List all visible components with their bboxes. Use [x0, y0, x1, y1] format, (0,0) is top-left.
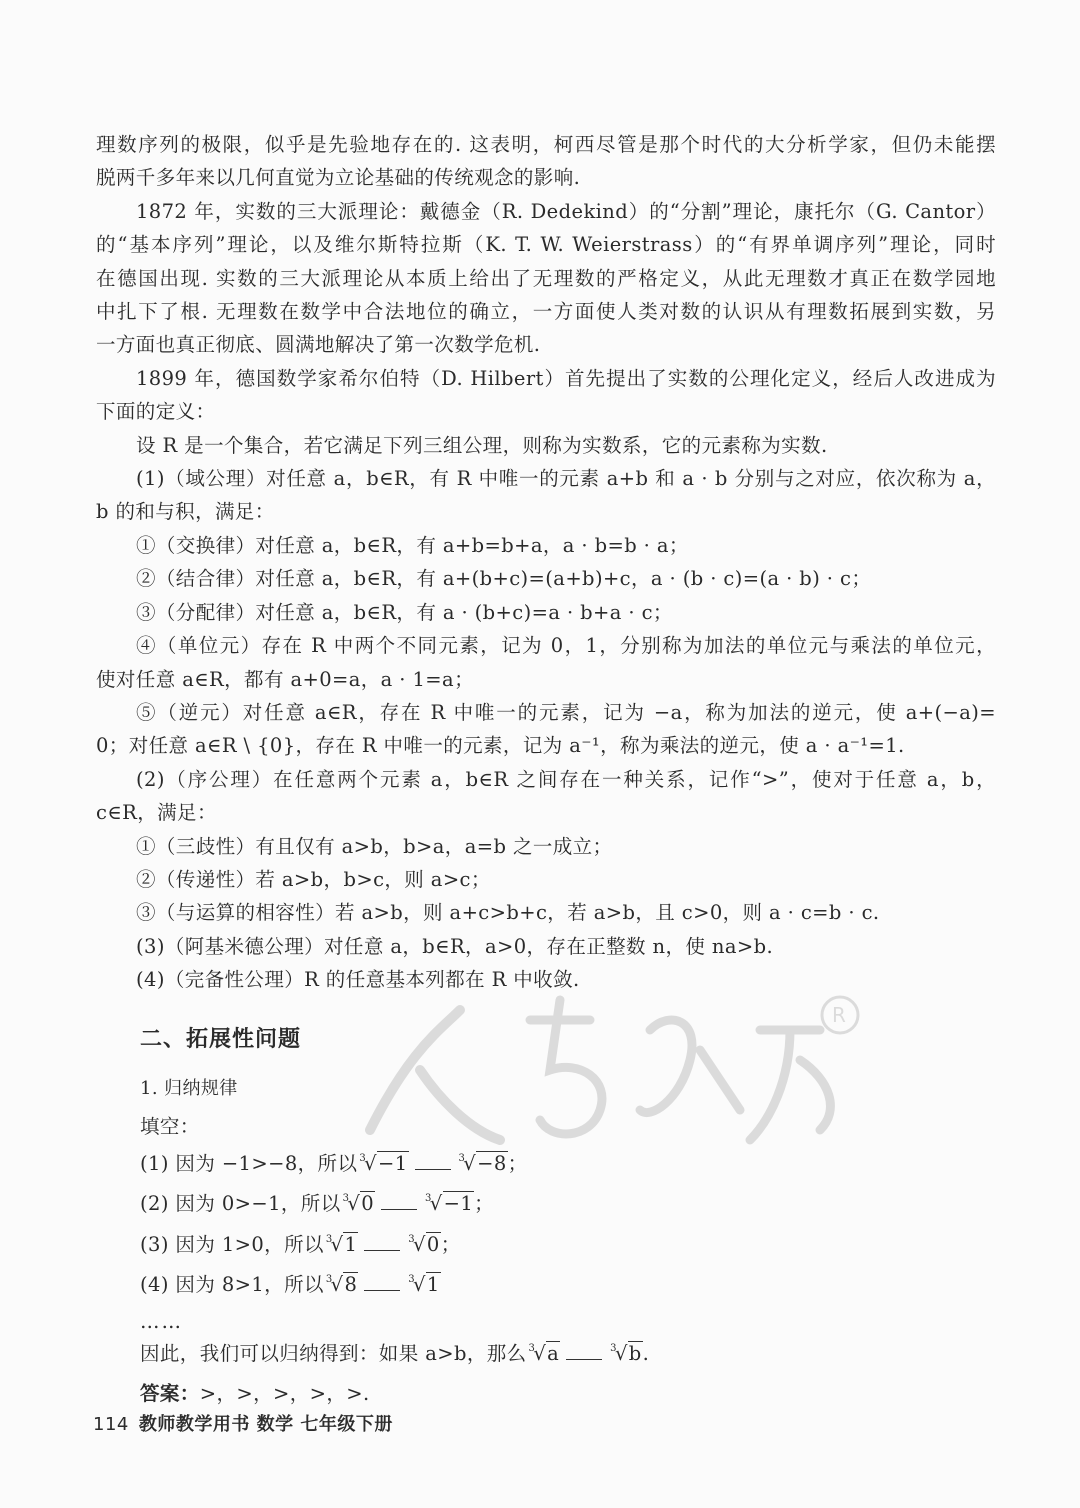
publisher-watermark-logo	[350, 990, 870, 1150]
fill-question-2: (2) 因为 0>−1，所以 $^3$√0 $^3$√−1；	[140, 1192, 495, 1216]
cube-root: $^3$√−1	[425, 1192, 474, 1216]
axiom-item: 0；对任意 a∈R \ {0}，存在 R 中唯一的元素，记为 a⁻¹，称为乘法的逆元，使 a · a⁻¹=1.	[96, 734, 905, 758]
fill-question-3: (3) 因为 1>0，所以 $^3$√1 $^3$√0；	[140, 1232, 461, 1256]
conclusion-line: 因此，我们可以归纳得到：如果 a>b，那么 $^3$√a $^3$√b.	[140, 1341, 650, 1365]
page-footer	[93, 1410, 393, 1436]
axiom-item: ①（交换律）对任意 a，b∈R，有 a+b=b+a，a · b=b · a；	[136, 533, 689, 557]
cube-root: $^3$√8	[325, 1273, 358, 1297]
axiom-item: ①（三歧性）有且仅有 a>b，b>a，a=b 之一成立；	[136, 834, 613, 858]
page-number: 114	[93, 1414, 129, 1435]
question-text: (4) 因为 8>1，所以	[140, 1273, 324, 1297]
paragraph-line: 下面的定义：	[96, 400, 216, 424]
svg-text:R: R	[832, 1003, 846, 1027]
cube-root: $^3$√0	[408, 1232, 440, 1256]
question-text: (3) 因为 1>0，所以	[140, 1232, 324, 1256]
axiom-line: (3)（阿基米德公理）对任意 a，b∈R，a>0，存在正整数 n，使 na>b.	[136, 934, 774, 958]
axiom-item: ②（传递性）若 a>b，b>c，则 a>c；	[136, 867, 491, 891]
cube-root: $^3$√b	[610, 1341, 642, 1365]
axiom-item: ③（与运算的相容性）若 a>b，则 a+c>b+c，若 a>b，且 c>0，则 a · c=b · c.	[136, 901, 880, 925]
axiom-line: (2)（序公理）在任意两个元素 a，b∈R 之间存在一种关系，记作“>”，使对于任意 a，b，	[136, 767, 996, 791]
paragraph-line: 一方面也真正彻底、圆满地解决了第一次数学危机.	[96, 333, 541, 357]
paragraph-line: 理数序列的极限，似乎是先验地存在的. 这表明，柯西尽管是那个时代的大分析学家，但仍未能摆	[96, 133, 996, 156]
answer-blank	[566, 1341, 602, 1360]
cube-root: $^3$√1	[325, 1232, 358, 1256]
answer-label: 答案：	[140, 1382, 200, 1406]
paragraph-line: 1872 年，实数的三大派理论：戴德金（R. Dedekind）的“分割”理论，康托尔（G. Cantor）	[136, 199, 996, 223]
subsection-title: 1. 归纳规律	[140, 1077, 238, 1099]
cube-root: $^3$√0	[342, 1192, 375, 1216]
conclusion-text: 因此，我们可以归纳得到：如果 a>b，那么	[140, 1341, 527, 1365]
answer-text: >，>，>，>，>.	[199, 1382, 370, 1406]
axiom-item: ⑤（逆元）对任意 a∈R，存在 R 中唯一的元素，记为 −a，称为加法的逆元，使 a+(−a)=	[136, 700, 996, 724]
answer-line	[96, 1376, 996, 1413]
cube-root: $^3$√−1	[359, 1151, 408, 1175]
paragraph-line: 在德国出现. 实数的三大派理论从本质上给出了无理数的严格定义，从此无理数才真正在数学园地	[96, 266, 996, 290]
answer-blank	[415, 1151, 451, 1170]
axiom-line: c∈R，满足：	[96, 801, 217, 825]
cube-root: $^3$√a	[528, 1341, 560, 1365]
ellipsis: ……	[140, 1309, 183, 1333]
axiom-item: ②（结合律）对任意 a，b∈R，有 a+(b+c)=(a+b)+c，a · (b · c)=(a · b) · c；	[136, 567, 872, 591]
fill-question-1: (1) 因为 −1>−8，所以 $^3$√−1 $^3$√−8；	[140, 1151, 528, 1175]
section-heading: 二、拓展性问题	[140, 1026, 302, 1052]
paragraph-line: 1899 年，德国数学家希尔伯特（D. Hilbert）首先提出了实数的公理化定义，经后人改进成为	[136, 366, 996, 390]
fill-prompt: 填空：	[140, 1115, 200, 1139]
axiom-line: b 的和与积，满足：	[96, 500, 275, 524]
question-text: (1) 因为 −1>−8，所以	[140, 1151, 358, 1175]
book-title: 教师教学用书 数学 七年级下册	[138, 1414, 393, 1435]
cube-root: $^3$√1	[408, 1273, 440, 1297]
page-body	[96, 128, 996, 1413]
answer-blank	[364, 1232, 400, 1251]
paragraph-line: 的“基本序列”理论，以及维尔斯特拉斯（K. T. W. Weierstrass）的“有界单调序列”理论，同时	[96, 233, 996, 257]
axiom-item: ④（单位元）存在 R 中两个不同元素，记为 0，1，分别称为加法的单位元与乘法的单位元，	[136, 634, 996, 658]
answer-blank	[364, 1272, 400, 1291]
paragraph-line: 脱两千多年来以几何直觉为立论基础的传统观念的影响.	[96, 166, 581, 190]
cube-root: $^3$√−8	[458, 1151, 507, 1175]
fill-question-4	[96, 1267, 996, 1308]
paragraph-line: 中扎下了根. 无理数在数学中合法地位的确立，一方面使人类对数的认识从有理数拓展到实数，另	[96, 300, 996, 324]
answer-blank	[381, 1191, 417, 1210]
axiom-item: 使对任意 a∈R，都有 a+0=a，a · 1=a；	[96, 667, 474, 691]
question-text: (2) 因为 0>−1，所以	[140, 1192, 341, 1216]
definition-line: 设 R 是一个集合，若它满足下列三组公理，则称为实数系，它的元素称为实数.	[136, 433, 828, 457]
axiom-line: (4)（完备性公理）R 的任意基本列都在 R 中收敛.	[136, 968, 580, 992]
axiom-item: ③（分配律）对任意 a，b∈R，有 a · (b+c)=a · b+a · c；	[136, 600, 673, 624]
axiom-line: (1)（域公理）对任意 a，b∈R，有 R 中唯一的元素 a+b 和 a · b 分别与之对应，依次称为 a，	[136, 467, 996, 491]
